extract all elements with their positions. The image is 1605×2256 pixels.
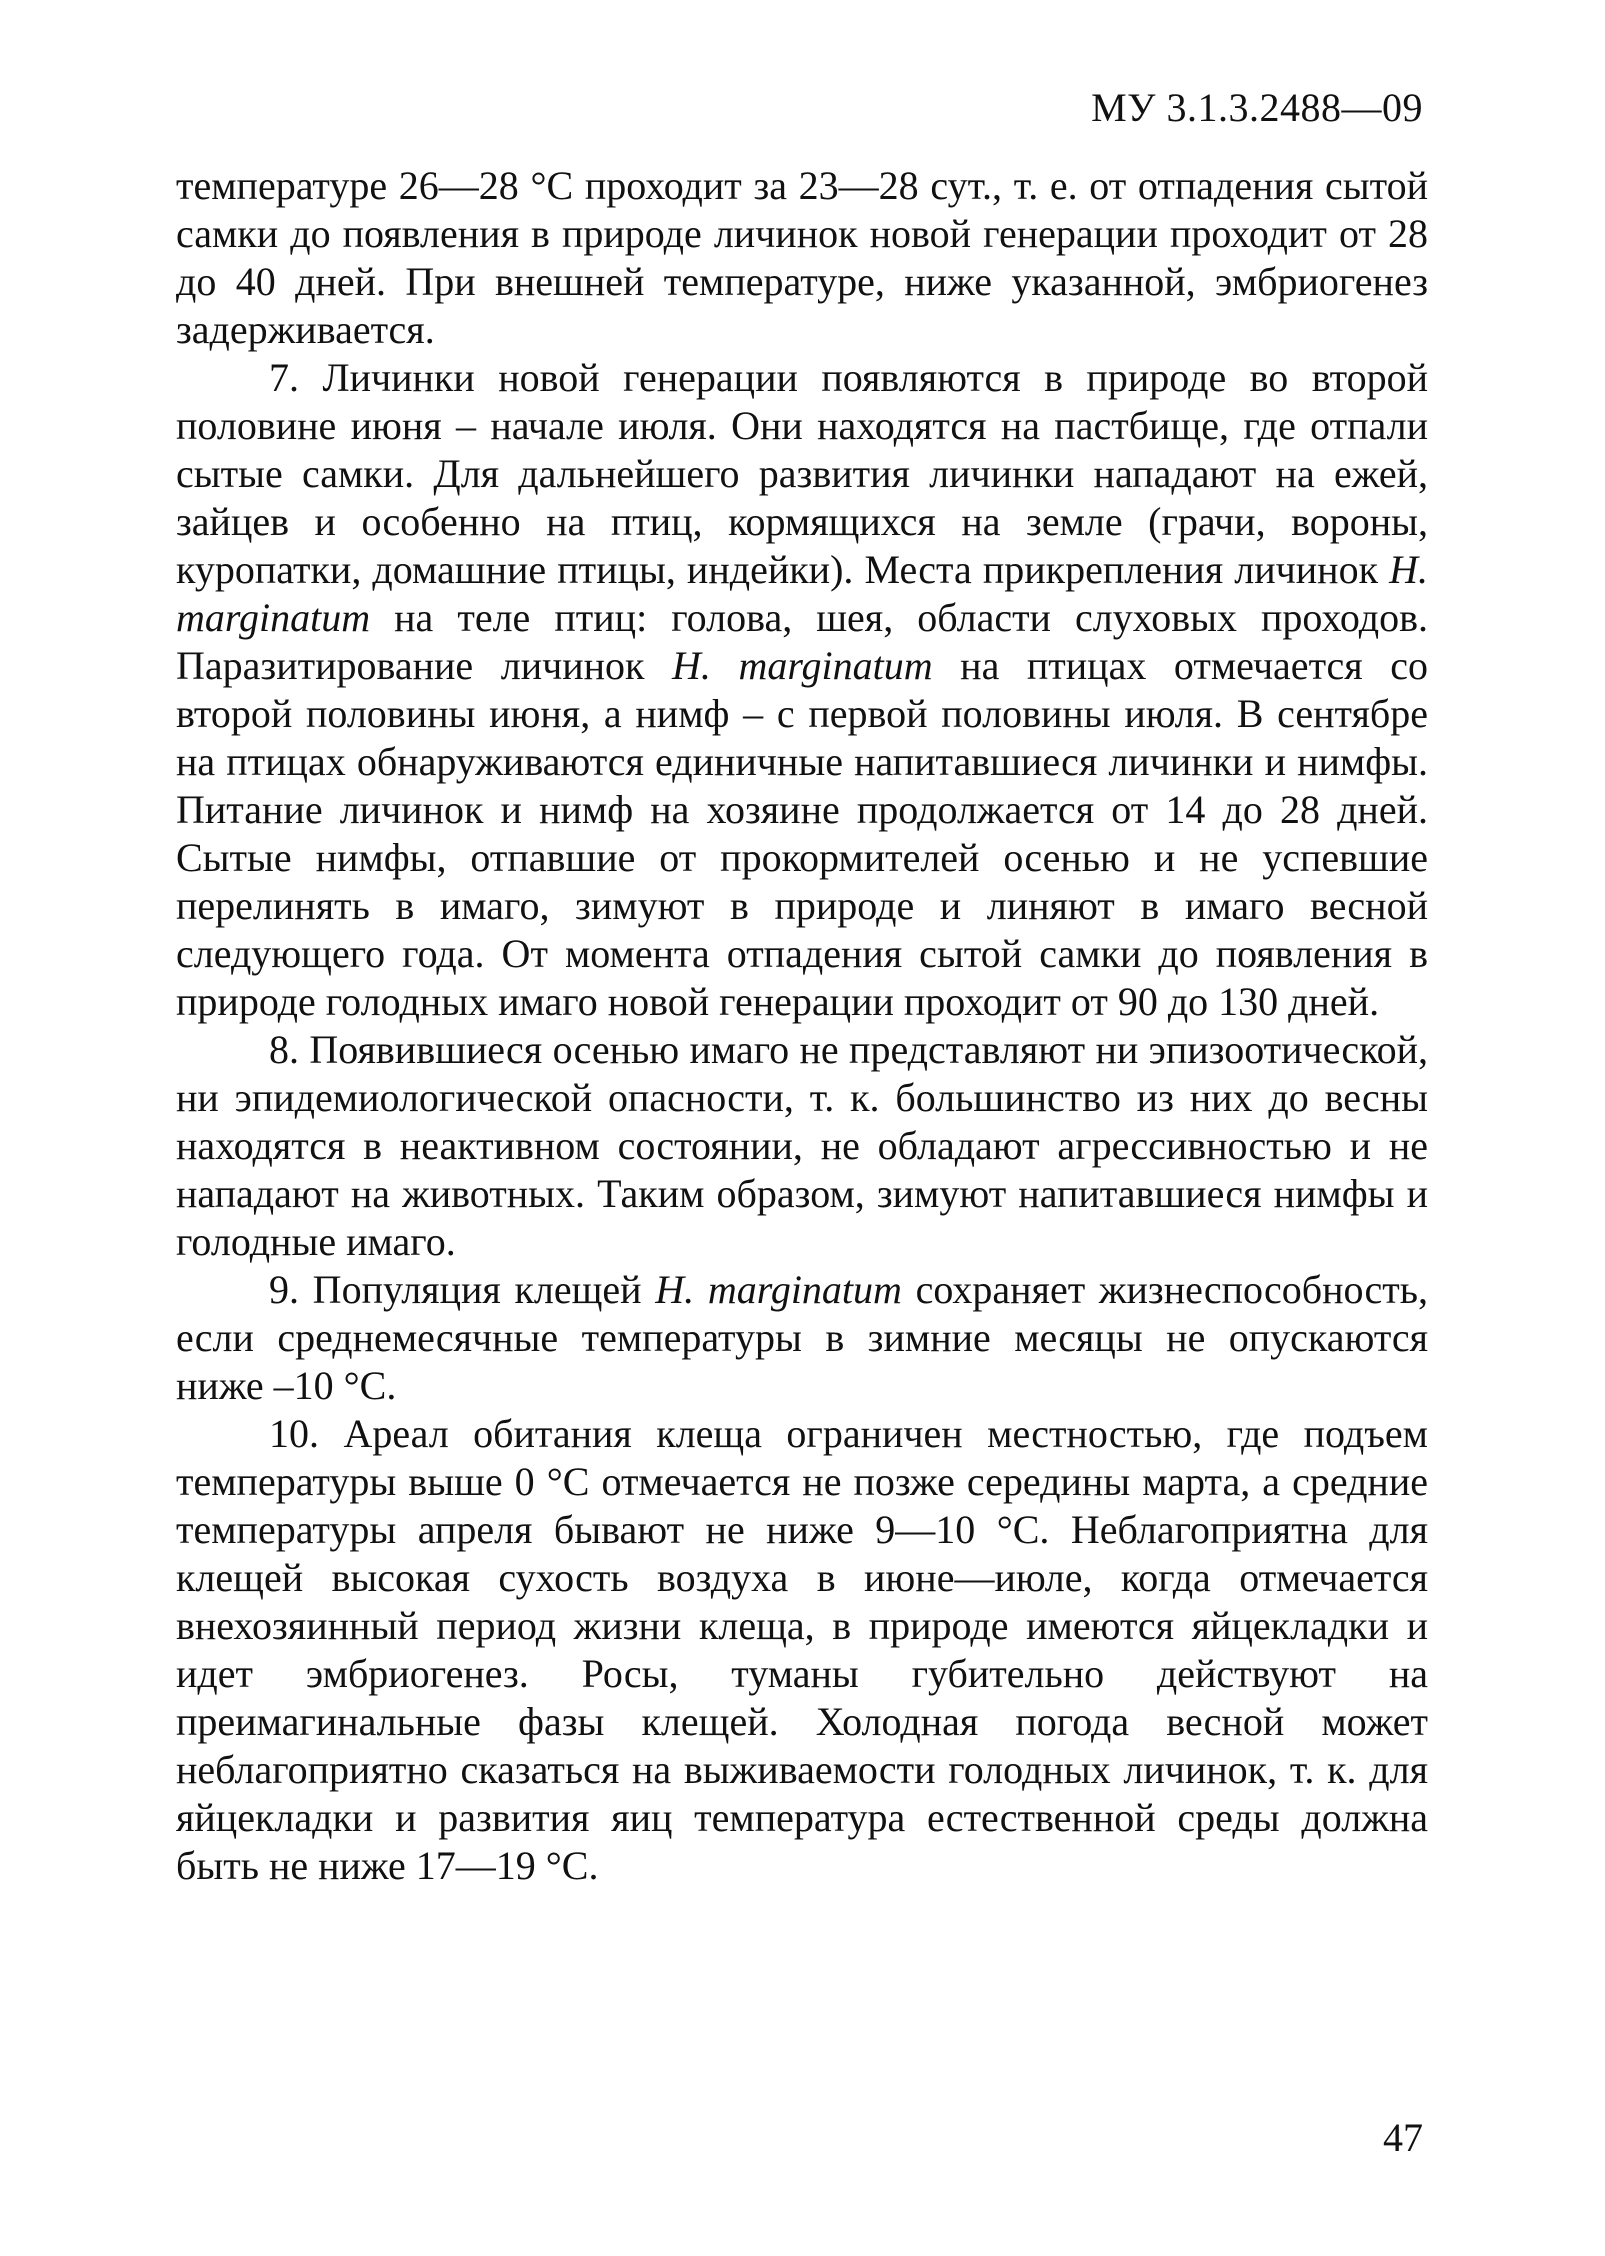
paragraph-7	[176, 354, 1428, 1026]
paragraph-8: 8. Появившиеся осенью имаго не представляют ни эпизоотической, ни эпидемиологической опасности, т. к. большинство из них до весны находятся в неактивном состоянии, не обладают агрессивностью и не нападают на животных. Таким образом, зимуют напитавшиеся нимфы и голодные имаго.	[176, 1027, 1428, 1264]
paragraph-9-text-part-2: сохраняет жизнеспособность, если среднемесячные температуры в зимние месяцы не опускаются ниже –10 °С.	[176, 1267, 1428, 1408]
paragraph-7-text-part-2: на теле птиц: голова, шея, области слуховых проходов. Паразитирование личинок	[176, 595, 1428, 688]
page-body	[176, 162, 1428, 1890]
paragraph-7-text-part-3: на птицах отмечается со второй половины июня, а нимф – с первой половины июля. В сентябре на птицах обнаруживаются единичные напитавшиеся личинки и нимфы. Питание личинок и нимф на хозяине продолжается от 14 до 28 дней. Сытые нимфы, отпавшие от прокормителей осенью и не успевшие перелинять в имаго, зимуют в природе и линяют в имаго весной следующего года. От момента отпадения сытой самки до появления в природе голодных имаго новой генерации проходит от 90 до 130 дней.	[176, 643, 1429, 1024]
page-number: 47	[1383, 2115, 1423, 2160]
paragraph-10: 10. Ареал обитания клеща ограничен местностью, где подъем температуры выше 0 °С отмечается не позже середины марта, а средние температуры апреля бывают не ниже 9—10 °С. Неблагоприятна для клещей высокая сухость воздуха в июне—июле, когда отмечается внехозяинный период жизни клеща, в природе имеются яйцекладки и идет эмбриогенез. Росы, туманы губительно действуют на преимагинальные фазы клещей. Холодная погода весной может неблагоприятно сказаться на выживаемости голодных личинок, т. к. для яйцекладки и развития яиц температура естественной среды должна быть не ниже 17—19 °С.	[176, 1411, 1428, 1888]
species-name-italic: H. marginatum	[176, 547, 1428, 640]
document-code-header: МУ 3.1.3.2488—09	[1091, 85, 1423, 130]
paragraph-continuation: температуре 26—28 °С проходит за 23—28 сут., т. е. от отпадения сытой самки до появления в природе личинок новой генерации проходит от 28 до 40 дней. При внешней температуре, ниже указанной, эмбриогенез задерживается.	[176, 163, 1428, 352]
paragraph-7-text-part-1: 7. Личинки новой генерации появляются в природе во второй половине июня – начале июля. Они находятся на пастбище, где отпали сытые самки. Для дальнейшего развития личинки нападают на ежей, зайцев и особенно на птиц, кормящихся на земле (грачи, вороны, куропатки, домашние птицы, индейки). Места прикрепления личинок	[176, 355, 1428, 592]
paragraph-9	[176, 1266, 1428, 1410]
species-name-italic: H. marginatum	[655, 1267, 902, 1312]
paragraph-9-text-part-1: 9. Популяция клещей	[269, 1267, 656, 1312]
species-name-italic: H. marginatum	[672, 643, 933, 688]
